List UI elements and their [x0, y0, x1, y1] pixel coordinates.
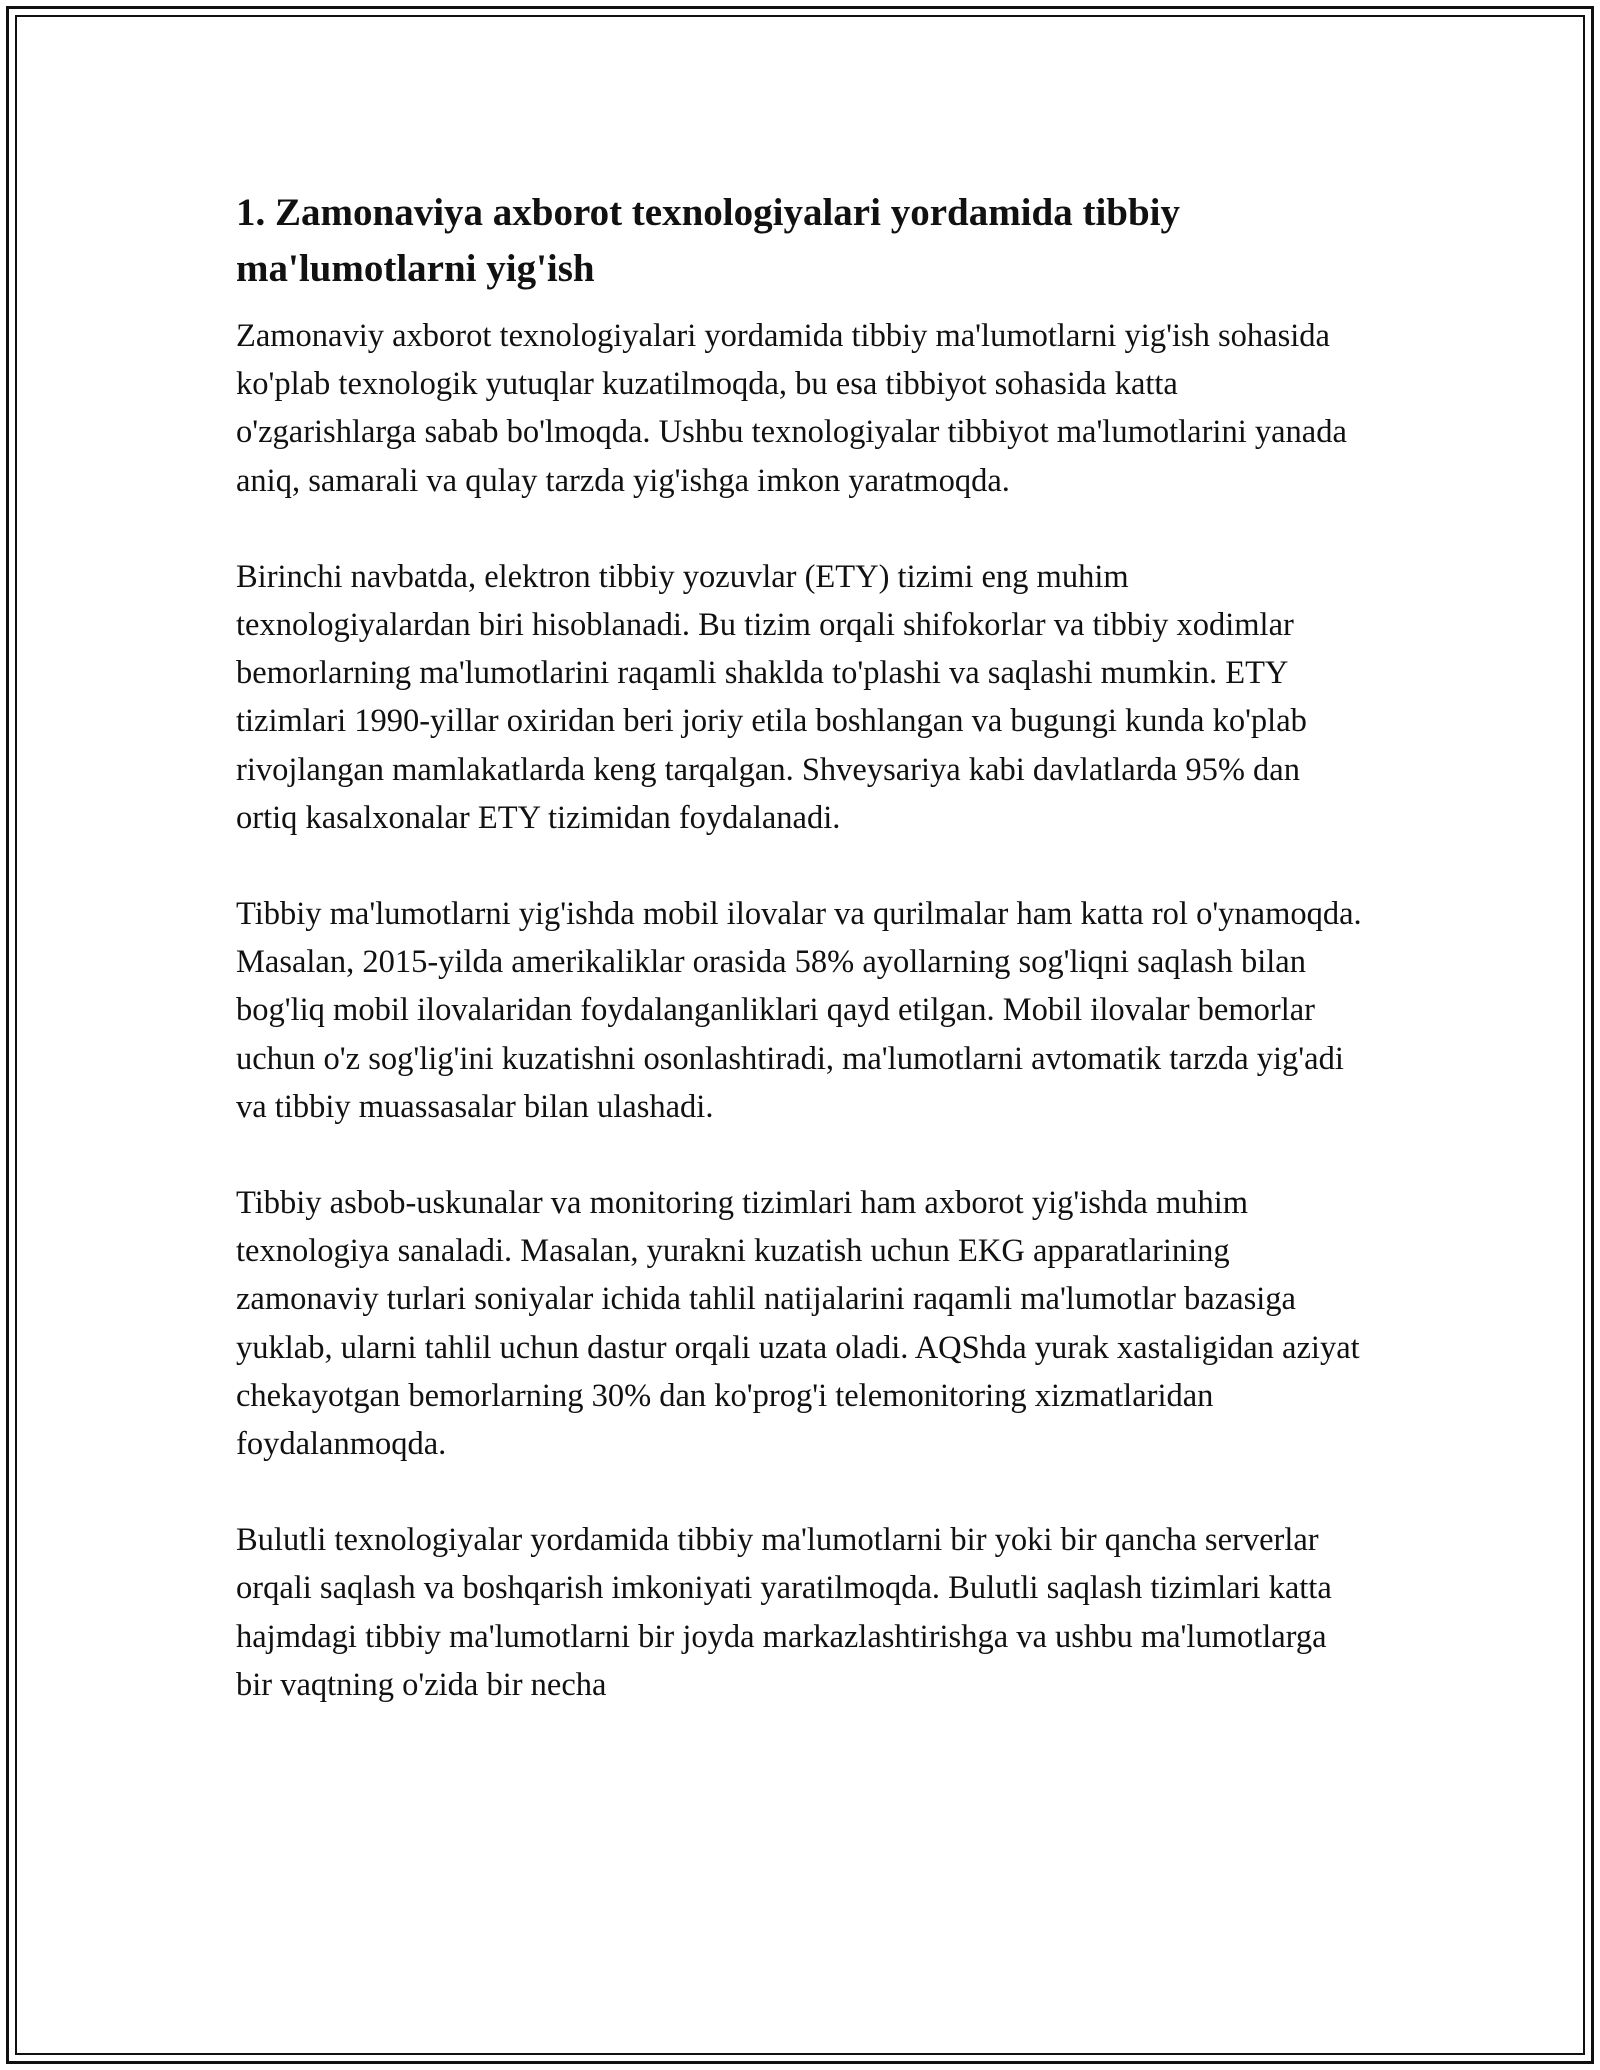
- paragraph-2: Birinchi navbatda, elektron tibbiy yozuvlar (ETY) tizimi eng muhim texnologiyalardan biri hisoblanadi. Bu tizim orqali shifokorlar va tibbiy xodimlar bemorlarning ma'lumotlarini raqamli shaklda to'plashi va saqlashi mumkin. ETY tizimlari 1990-yillar oxiridan beri joriy etila boshlangan va bugungi kunda ko'plab rivojlangan mamlakatlarda keng tarqalgan. Shveysariya kabi davlatlarda 95% dan ortiq kasalxonalar ETY tizimidan foydalanadi.: [236, 558, 1307, 836]
- paragraph-4: Tibbiy asbob-uskunalar va monitoring tizimlari ham axborot yig'ishda muhim texnologiya sanaladi. Masalan, yurakni kuzatish uchun EKG apparatlarining zamonaviy turlari soniyalar ichida tahlil natijalarini raqamli ma'lumotlar bazasiga yuklab, ularni tahlil uchun dastur orqali uzata oladi. AQShda yurak xastaligidan aziyat chekayotgan bemorlarning 30% dan ko'prog'i telemonitoring xizmatlaridan foydalanmoqda.: [236, 1185, 1360, 1463]
- section-heading: 1. Zamonaviya axborot texnologiyalari yordamida tibbiy ma'lumotlarni yig'ish: [236, 191, 1180, 290]
- paragraph-1: Zamonaviy axborot texnologiyalari yordamida tibbiy ma'lumotlarni yig'ish sohasida ko'plab texnologik yutuqlar kuzatilmoqda, bu esa tibbiyot sohasida katta o'zgarishlarga sabab bo'lmoqda. Ushbu texnologiyalar tibbiyot ma'lumotlarini yanada aniq, samarali va qulay tarzda yig'ishga imkon yaratmoqda.: [236, 318, 1347, 499]
- paragraph-3: Tibbiy ma'lumotlarni yig'ishda mobil ilovalar va qurilmalar ham katta rol o'ynamoqda. Masalan, 2015-yilda amerikaliklar orasida 58% ayollarning sog'liqni saqlash bilan bog'liq mobil ilovalaridan foydalanganliklari qayd etilgan. Mobil ilovalar bemorlar uchun o'z sog'lig'ini kuzatishni osonlashtiradi, ma'lumotlarni avtomatik tarzda yig'adi va tibbiy muassasalar bilan ulashadi.: [236, 896, 1362, 1125]
- paragraph-5: Bulutli texnologiyalar yordamida tibbiy ma'lumotlarni bir yoki bir qancha serverlar orqali saqlash va boshqarish imkoniyati yaratilmoqda. Bulutli saqlash tizimlari katta hajmdagi tibbiy ma'lumotlarni bir joyda markazlashtirishga va ushbu ma'lumotlarga bir vaqtning o'zida bir necha: [236, 1522, 1332, 1703]
- document-body: [236, 185, 1366, 1757]
